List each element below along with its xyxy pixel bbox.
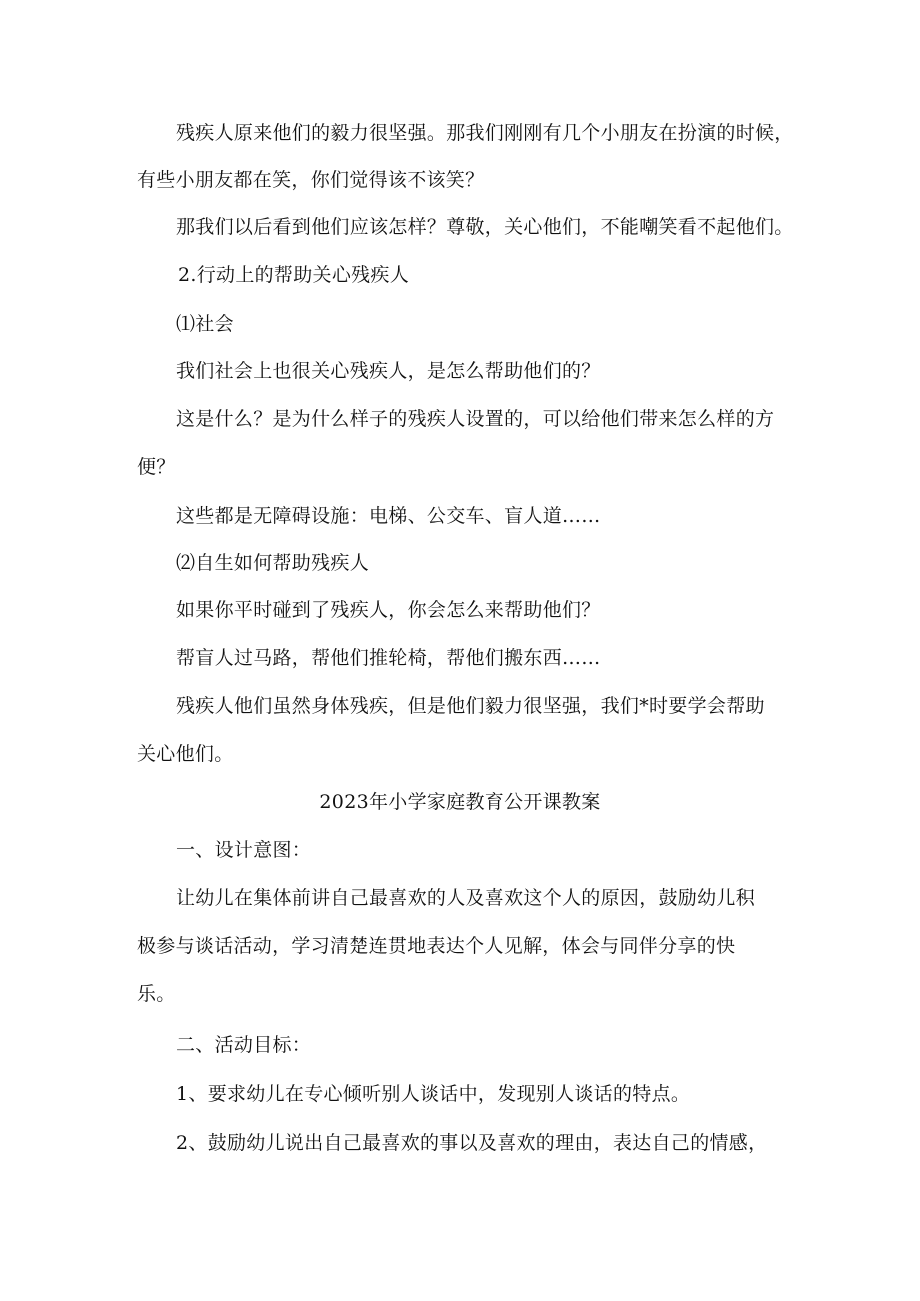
- paragraph-line: 残疾人原来他们的毅力很坚强。那我们刚刚有几个小朋友在扮演的时候，: [176, 122, 794, 144]
- section-heading: 2.行动上的帮助关心残疾人: [178, 264, 410, 286]
- section-heading: 一、设计意图：: [176, 839, 312, 861]
- subsection-heading: ⑴社会: [176, 313, 234, 335]
- paragraph-line: 那我们以后看到他们应该怎样？尊敬，关心他们，不能嘲笑看不起他们。: [176, 216, 794, 238]
- paragraph-line: 这些都是无障碍设施：电梯、公交车、盲人道……: [176, 505, 601, 527]
- paragraph-line: 乐。: [137, 983, 176, 1005]
- paragraph-line: 这是什么？是为什么样子的残疾人设置的，可以给他们带来怎么样的方: [176, 408, 775, 430]
- paragraph-line: 让幼儿在集体前讲自己最喜欢的人及喜欢这个人的原因，鼓励幼儿积: [176, 887, 756, 909]
- paragraph-line: 关心他们。: [137, 743, 234, 765]
- subsection-heading: ⑵自生如何帮助残疾人: [176, 552, 370, 574]
- paragraph-line: 我们社会上也很关心残疾人，是怎么帮助他们的？: [176, 360, 601, 382]
- paragraph-line: 有些小朋友都在笑，你们觉得该不该笑？: [137, 169, 485, 191]
- paragraph-line: 如果你平时碰到了残疾人，你会怎么来帮助他们？: [176, 599, 601, 621]
- list-item: 2、鼓励幼儿说出自己最喜欢的事以及喜欢的理由，表达自己的情感，: [176, 1132, 768, 1154]
- document-title: 2023年小学家庭教育公开课教案: [319, 791, 601, 813]
- paragraph-line: 帮盲人过马路，帮他们推轮椅，帮他们搬东西……: [176, 647, 601, 669]
- paragraph-line: 便？: [137, 456, 176, 478]
- paragraph-line: 极参与谈话活动，学习清楚连贯地表达个人见解，体会与同伴分享的快: [137, 935, 736, 957]
- paragraph-line: 残疾人他们虽然身体残疾，但是他们毅力很坚强，我们*时要学会帮助: [176, 695, 765, 717]
- list-item: 1、要求幼儿在专心倾听别人谈话中，发现别人谈话的特点。: [176, 1083, 691, 1105]
- section-heading: 二、活动目标：: [176, 1034, 312, 1056]
